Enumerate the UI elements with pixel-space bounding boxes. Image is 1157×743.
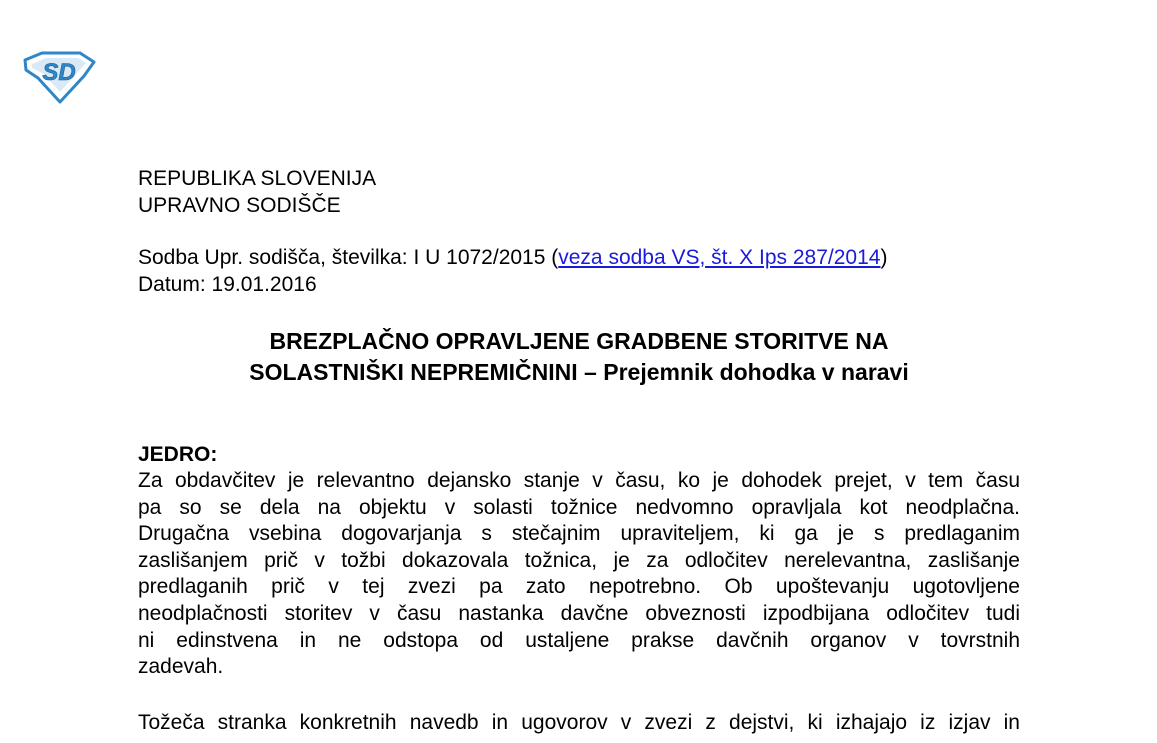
paragraph-line: zaslišanjem prič v tožbi dokazovala tožnica, je za odločitev nerelevantna, zaslišanje: [138, 548, 1020, 572]
republic-line: REPUBLIKA SLOVENIJA: [138, 167, 377, 190]
jedro-paragraph: [138, 468, 1020, 681]
paragraph-line: Tožeča stranka konkretnih navedb in ugovorov v zvezi z dejstvi, ki izhajajo iz izjav in: [138, 711, 1020, 734]
judgment-suffix: ): [880, 246, 888, 269]
title-line-1: BREZPLAČNO OPRAVLJENE GRADBENE STORITVE NA: [269, 328, 889, 354]
court-logo: [22, 50, 96, 104]
paragraph-line: Za obdavčitev je relevantno dejansko stanje v času, ko je dohodek prejet, v tem času: [138, 469, 1020, 492]
title-line-2: SOLASTNIŠKI NEPREMIČNINI – Prejemnik dohodka v naravi: [249, 359, 909, 385]
paragraph-line: neodplačnosti storitev v času nastanka davčne obveznosti izpodbijana odločitev tudi: [138, 601, 1020, 625]
document-title: [138, 326, 1020, 388]
paragraph-line: zadevah.: [138, 655, 224, 679]
paragraph-line: Drugačna vsebina dogovarjanja s stečajnim upraviteljem, ki ga je s predlaganim: [138, 522, 1020, 546]
paragraph-line: pa so se dela na objektu v solasti tožnice nedvomno opravljala kot neodplačna.: [138, 495, 1020, 519]
court-name: UPRAVNO SODIŠČE: [138, 194, 341, 217]
second-paragraph: [138, 710, 1020, 737]
supreme-court-judgment-link[interactable]: veza sodba VS, št. X Ips 287/2014: [558, 246, 881, 269]
judgment-date: Datum: 19.01.2016: [138, 273, 317, 296]
judgment-prefix: Sodba Upr. sodišča, številka: I U 1072/2015 (: [138, 246, 559, 269]
jedro-heading: JEDRO:: [138, 443, 218, 466]
paragraph-line: ni edinstvena in ne odstopa od ustaljene prakse davčnih organov v tovrstnih: [138, 628, 1020, 652]
paragraph-line: predlaganih prič v tej zvezi pa zato nepotrebno. Ob upoštevanju ugotovljene: [138, 575, 1020, 599]
judgment-reference: [138, 244, 887, 271]
logo-initials: SD: [42, 59, 76, 86]
